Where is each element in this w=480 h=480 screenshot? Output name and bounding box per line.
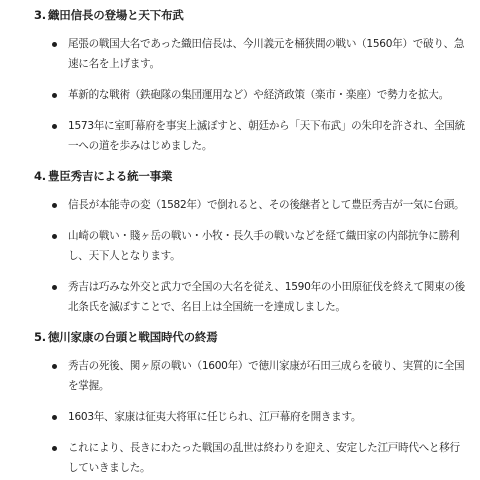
- list-item-text: 信長が本能寺の変（1582年）で倒れると、その後継者として豊臣秀吉が一気に台頭。: [68, 199, 465, 211]
- list-item: [48, 356, 470, 396]
- list-item: [48, 407, 470, 427]
- bullet-icon: [48, 116, 68, 136]
- section-number: 3.: [34, 8, 46, 22]
- bullet-icon: [48, 438, 68, 458]
- bullet-icon: [48, 277, 68, 297]
- section-number: 4.: [34, 169, 46, 183]
- list-item: [48, 277, 470, 317]
- list-item-text: 1603年、家康は征夷大将軍に任じられ、江戸幕府を開きます。: [68, 411, 362, 423]
- list-item-text: 山崎の戦い・賤ヶ岳の戦い・小牧・長久手の戦いなどを経て織田家の内部抗争に勝利し、天下人となります。: [68, 230, 460, 262]
- section-number: 5.: [34, 330, 46, 344]
- list-item: [48, 195, 470, 215]
- bullet-icon: [48, 356, 68, 376]
- section-title: 徳川家康の台頭と戦国時代の終焉: [48, 330, 218, 344]
- section-heading: [34, 328, 470, 346]
- list-item-text: 秀吉の死後、関ヶ原の戦い（1600年）で徳川家康が石田三成らを破り、実質的に全国を掌握。: [68, 360, 465, 392]
- bullet-list: [34, 34, 470, 156]
- bullet-list: [34, 356, 470, 478]
- section-title: 豊臣秀吉による統一事業: [48, 169, 173, 183]
- list-item: [48, 116, 470, 156]
- bullet-icon: [48, 195, 68, 215]
- bullet-icon: [48, 85, 68, 105]
- section-5: [34, 328, 470, 478]
- section-4: [34, 167, 470, 317]
- list-item: [48, 85, 470, 105]
- section-heading: [34, 167, 470, 185]
- section-3: [34, 6, 470, 156]
- list-item: [48, 34, 470, 74]
- list-item-text: 革新的な戦術（鉄砲隊の集団運用など）や経済政策（楽市・楽座）で勢力を拡大。: [68, 89, 449, 101]
- bullet-icon: [48, 34, 68, 54]
- list-item-text: これにより、長きにわたった戦国の乱世は終わりを迎え、安定した江戸時代へと移行していきました。: [68, 442, 460, 474]
- list-item: [48, 438, 470, 478]
- list-item: [48, 226, 470, 266]
- list-item-text: 尾張の戦国大名であった織田信長は、今川義元を桶狭間の戦い（1560年）で破り、急速に名を上げます。: [68, 38, 465, 70]
- list-item-text: 秀吉は巧みな外交と武力で全国の大名を従え、1590年の小田原征伐を終えて関東の後北条氏を滅ぼすことで、名目上は全国統一を達成しました。: [68, 281, 465, 313]
- list-item-text: 1573年に室町幕府を事実上滅ぼすと、朝廷から「天下布武」の朱印を許され、全国統一への道を歩みはじめました。: [68, 120, 465, 152]
- bullet-icon: [48, 407, 68, 427]
- section-title: 織田信長の登場と天下布武: [48, 8, 184, 22]
- bullet-icon: [48, 226, 68, 246]
- section-heading: [34, 6, 470, 24]
- bullet-list: [34, 195, 470, 317]
